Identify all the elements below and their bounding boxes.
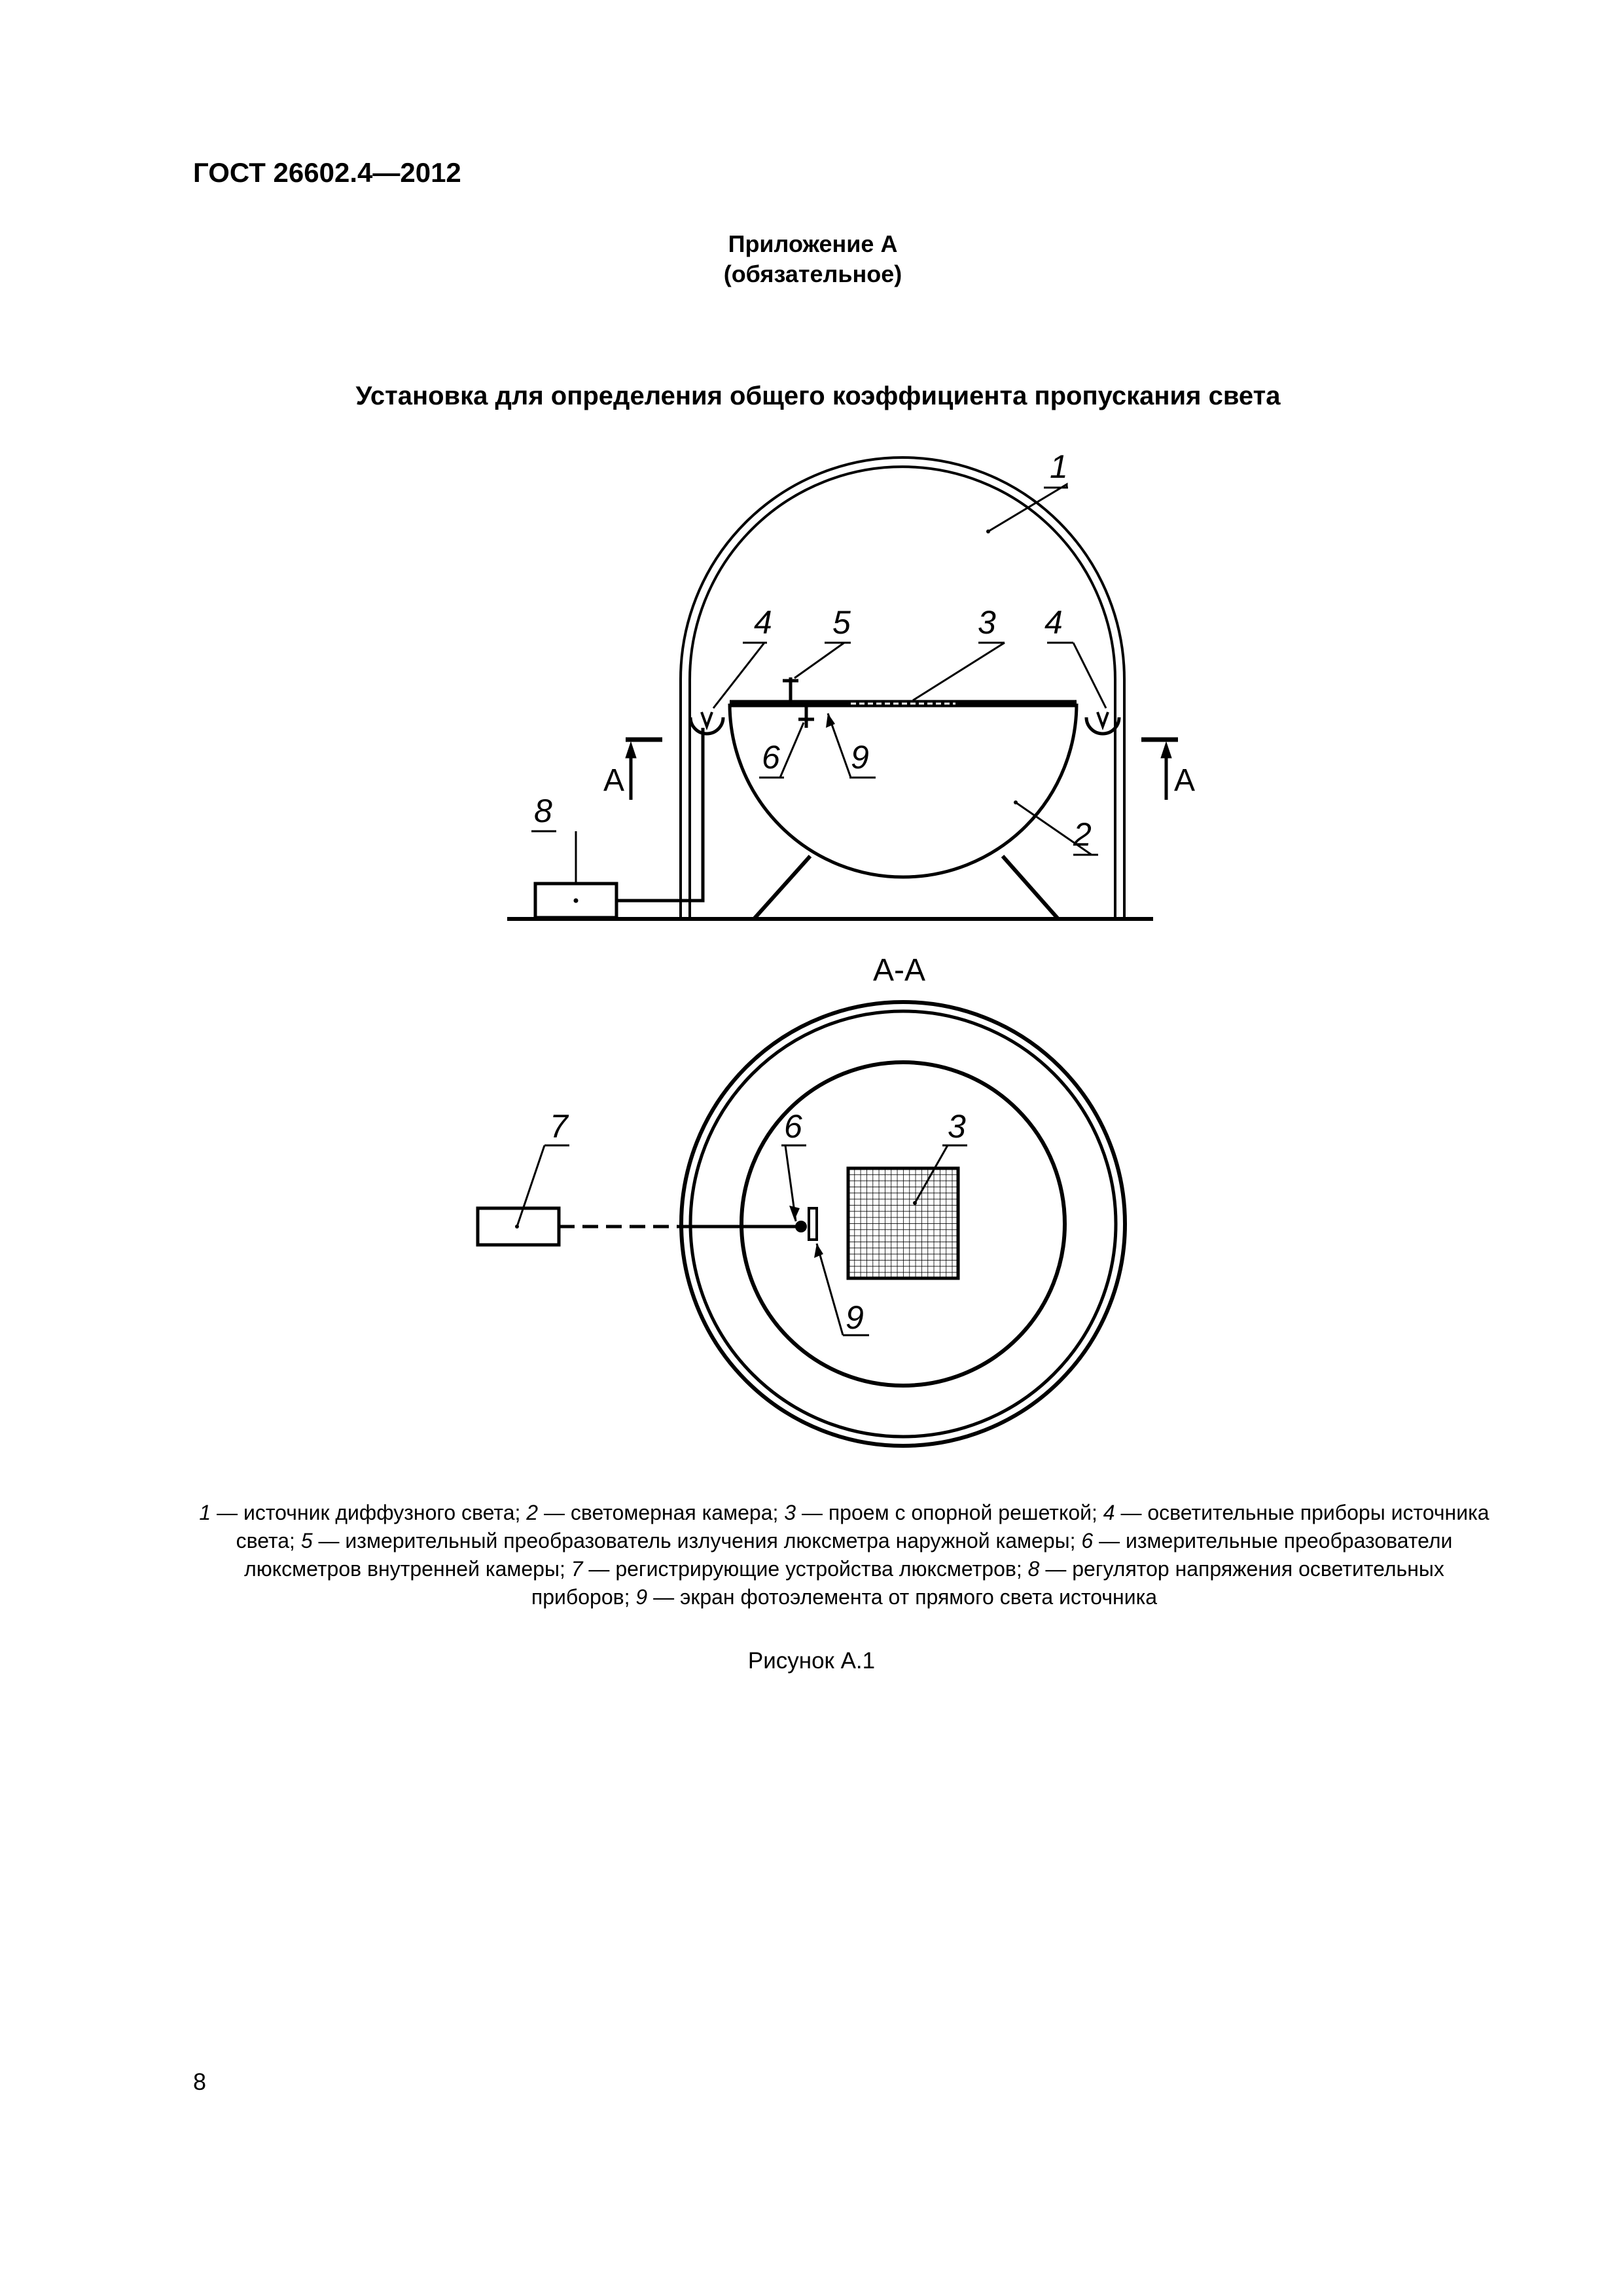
leader-3-dot <box>913 1201 917 1205</box>
section-label-right: А <box>1174 763 1196 798</box>
leader-7-dot <box>515 1225 519 1229</box>
regulator-dot <box>574 899 578 903</box>
legend-item: 7 — регистрирующие устройства люксметров; <box>571 1557 1028 1581</box>
page-number: 8 <box>193 2068 207 2095</box>
diffuse-light-source-inner <box>690 467 1115 919</box>
leader-7 <box>517 1145 544 1227</box>
document-header: ГОСТ 26602.4—2012 <box>193 157 461 188</box>
leader-9-plan <box>817 1244 843 1335</box>
leader-5 <box>794 643 844 678</box>
label-9-top: 9 <box>851 739 869 776</box>
section-label-left: А <box>603 763 625 798</box>
legend-item: 1 — источник диффузного света; <box>199 1501 527 1524</box>
leader-6-arrowhead <box>789 1206 800 1220</box>
figure-number: Рисунок А.1 <box>747 1648 876 1674</box>
legend-item: 8 — регулятор напряжения осветительных приборов; <box>531 1557 1444 1609</box>
appendix-title: Приложение А <box>728 230 898 257</box>
label-2: 2 <box>1073 816 1092 853</box>
label-3-plan: 3 <box>948 1108 966 1145</box>
figure-legend <box>193 1499 1495 1611</box>
leader-3 <box>913 643 1005 700</box>
support-grid <box>848 1168 958 1278</box>
leader-4-left <box>713 643 764 708</box>
leader-6 <box>780 723 804 778</box>
stand-leg-right <box>1003 856 1058 919</box>
light-measuring-chamber <box>730 704 1077 877</box>
lamp-right-bulb <box>1097 712 1108 726</box>
label-3-top: 3 <box>978 604 996 641</box>
legend-item: 5 — измерительный преобразователь излучения люксметра наружной камеры; <box>300 1529 1082 1552</box>
legend-item: 3 — проем с опорной решеткой; <box>784 1501 1103 1524</box>
section-view-title: А-А <box>873 953 926 988</box>
label-9-plan: 9 <box>846 1299 864 1336</box>
leader-2-dot <box>1014 800 1018 804</box>
section-arrowhead-left <box>626 742 636 758</box>
label-6-top: 6 <box>762 739 780 776</box>
stand-leg-left <box>754 856 810 919</box>
leader-4-right <box>1073 643 1106 708</box>
figure-title: Установка для определения общего коэффициента пропускания света <box>355 382 1281 410</box>
inner-sensor-point <box>795 1221 807 1232</box>
label-4-left: 4 <box>754 604 772 641</box>
leader-9-plan-arrowhead <box>814 1244 823 1258</box>
label-6-plan: 6 <box>784 1108 802 1145</box>
legend-item: 4 — осветительные приборы источника света; <box>236 1501 1489 1552</box>
label-5: 5 <box>832 604 851 641</box>
section-arrowhead-right <box>1161 742 1171 758</box>
lamp-left-bulb <box>702 712 712 726</box>
diffuse-light-source-outer <box>681 457 1124 919</box>
leader-1-dot <box>986 529 990 533</box>
label-8: 8 <box>534 793 552 829</box>
label-7: 7 <box>550 1108 568 1145</box>
leader-9-arrowhead <box>826 713 835 728</box>
legend-item: 9 — экран фотоэлемента от прямого света источника <box>635 1585 1158 1609</box>
label-1: 1 <box>1050 448 1068 485</box>
sensor-screen <box>809 1208 817 1240</box>
appendix-type: (обязательное) <box>723 260 902 287</box>
label-4-right: 4 <box>1044 604 1063 641</box>
legend-item: 2 — светомерная камера; <box>526 1501 785 1524</box>
legend-item: 6 — измерительные преобразователи люксметров внутренней камеры; <box>244 1529 1453 1581</box>
